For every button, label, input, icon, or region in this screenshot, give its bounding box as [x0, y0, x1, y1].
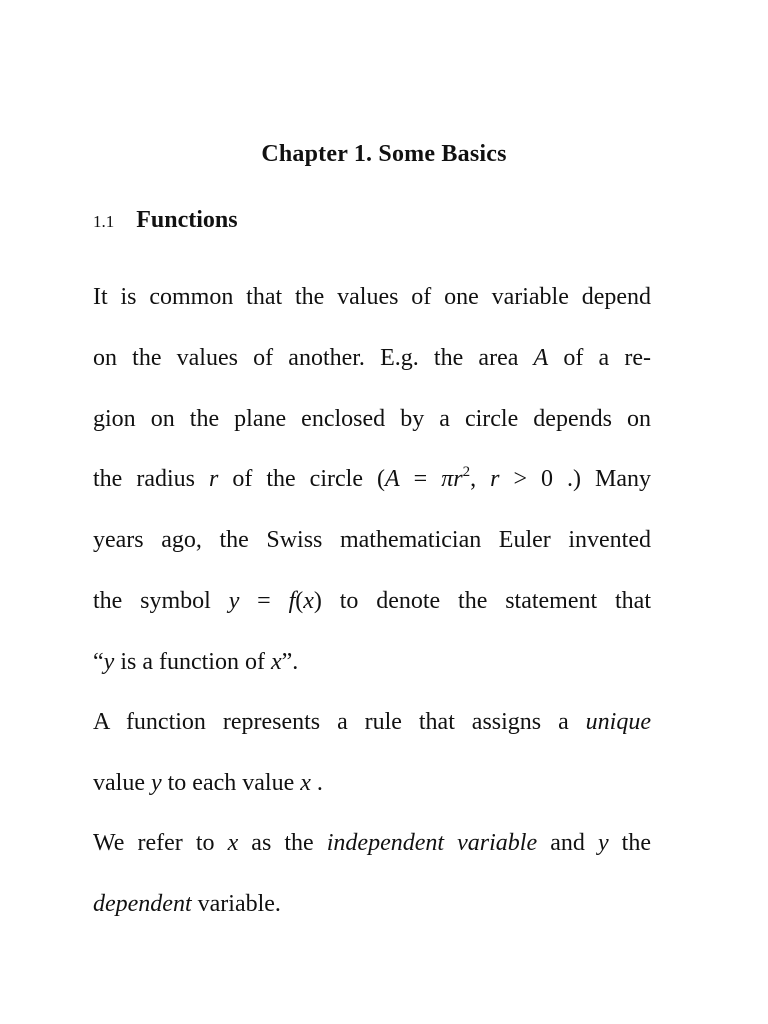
text-run: Many: [581, 466, 652, 492]
text-run: to denote the statement that: [321, 588, 652, 614]
math-variable: r: [490, 466, 500, 492]
chapter-title: Chapter 1. Some Basics: [261, 141, 507, 167]
math-function: f: [288, 588, 296, 614]
text-run: A function represents a rule that assigns a: [93, 709, 586, 735]
emphasis: independent variable: [326, 830, 538, 856]
math-variable: y: [597, 830, 609, 856]
math-variable: y: [228, 588, 240, 614]
text-run: years ago, the Swiss mathematician Euler invented: [93, 527, 651, 553]
text-run: We refer to: [93, 830, 228, 856]
section-title: Functions: [136, 207, 238, 233]
math-paren: ): [313, 588, 322, 614]
paragraph-1-line-2: [93, 345, 651, 372]
paragraph-2-line-1: [93, 709, 651, 736]
math-variable: r: [209, 466, 219, 492]
math-variable: x: [227, 830, 239, 856]
emphasis: unique: [585, 709, 651, 735]
text-run: the radius: [93, 466, 209, 492]
text-run: the: [608, 830, 651, 856]
math-paren: (: [295, 588, 304, 614]
math-variable: y: [150, 770, 162, 796]
text-run: gion on the plane enclosed by a circle depends on: [93, 406, 651, 432]
paragraph-1-line-4: [93, 466, 651, 493]
math-variable: A: [533, 345, 549, 371]
math-operator: =: [239, 588, 289, 614]
section-heading: [93, 207, 238, 234]
section-number: 1.1: [93, 212, 115, 231]
paragraph-3-line-2: [93, 891, 651, 918]
paragraph-1-line-7: [93, 649, 651, 676]
paragraph-1-line-6: [93, 588, 651, 615]
paragraph-1-line-3: [93, 406, 651, 433]
math-variable: x: [303, 588, 314, 614]
math-variable: x: [270, 649, 282, 675]
text-run: is a function of: [114, 649, 271, 675]
math-variable: y: [103, 649, 115, 675]
quote-mark: “: [93, 649, 104, 675]
paragraph-2-line-2: [93, 770, 651, 797]
text-run: on the values of another. E.g. the area: [93, 345, 534, 371]
math-exponent: 2: [462, 464, 471, 480]
text-run: value: [93, 770, 151, 796]
text-run: the symbol: [93, 588, 229, 614]
emphasis: dependent: [93, 891, 192, 917]
text-run: as the: [238, 830, 327, 856]
paragraph-1-line-1: [93, 284, 651, 311]
text-run: It is common that the values of one variable depend: [93, 284, 651, 310]
math-expression: πr: [441, 466, 463, 492]
text-run: .: [310, 770, 323, 796]
text-run: of a re-: [548, 345, 652, 371]
math-separator: ,: [470, 466, 491, 492]
text-run: and: [537, 830, 598, 856]
paragraph-3-line-1: [93, 830, 651, 857]
text-run: variable.: [191, 891, 281, 917]
math-variable: A: [384, 466, 400, 492]
quote-mark: ”.: [281, 649, 299, 675]
math-operator: =: [399, 466, 442, 492]
math-inequality: > 0 .): [499, 466, 581, 492]
paragraph-1-line-5: [93, 527, 651, 554]
text-run: to each value: [161, 770, 301, 796]
math-variable: x: [300, 770, 311, 796]
text-run: of the circle (: [218, 466, 385, 492]
